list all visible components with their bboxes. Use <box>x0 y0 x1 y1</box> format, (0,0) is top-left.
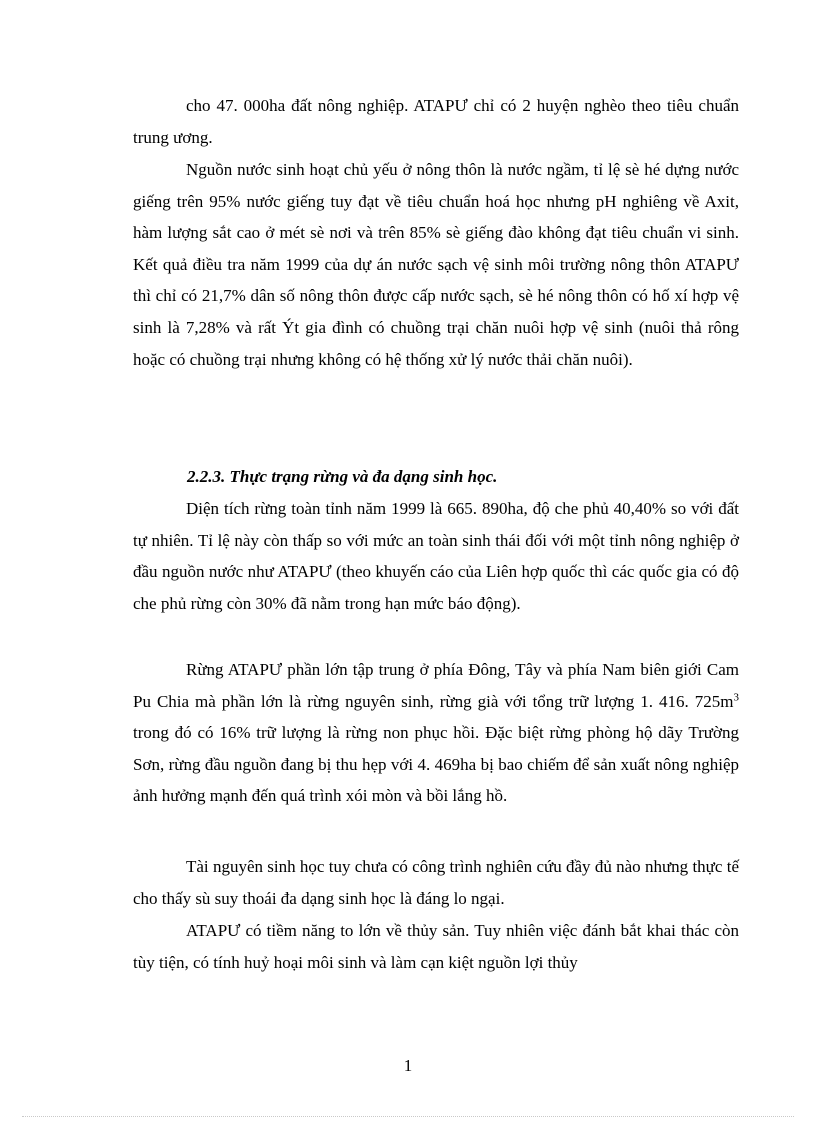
paragraph-biodiversity <box>133 851 739 914</box>
paragraph-continuation <box>133 90 739 153</box>
paragraph-text: Diện tích rừng toàn tỉnh năm 1999 là 665. 890ha, độ che phủ 40,40% so với đất tự nhiên. Tỉ lệ này còn thấp so với mức an toàn sinh thái đối với một tỉnh nông nghiệp ở đầu nguồn nước như ATAPƯ (theo khuyến cáo của Liên hợp quốc thì các quốc gia có độ che phủ rừng còn 30% đã nằm trong hạn mức báo động). <box>133 499 739 613</box>
paragraph-text: ATAPƯ có tiềm năng to lớn về thủy sản. Tuy nhiên việc đánh bắt khai thác còn tùy tiện, có tính huỷ hoại môi sinh và làm cạn kiệt nguồn lợi thủy <box>133 921 739 972</box>
paragraph-water-supply <box>133 154 739 375</box>
paragraph-text: cho 47. 000ha đất nông nghiệp. ATAPƯ chỉ có 2 huyện nghèo theo tiêu chuẩn trung ương. <box>133 96 739 147</box>
paragraph-text: Tài nguyên sinh học tuy chưa có công trình nghiên cứu đầy đủ nào nhưng thực tế cho thấy sù suy thoái đa dạng sinh học là đáng lo ngại. <box>133 857 739 908</box>
paragraph-text-part: Rừng ATAPƯ phần lớn tập trung ở phía Đông, Tây và phía Nam biên giới Cam Pu Chia mà phần lớn là rừng nguyên sinh, rừng già với tổng trữ lượng 1. 416. 725m <box>133 660 739 711</box>
paragraph-text-part: trong đó có 16% trữ lượng là rừng non phục hồi. Đặc biệt rừng phòng hộ dãy Trường Sơn, rừng đầu nguồn đang bị thu hẹp với 4. 469ha bị bao chiếm để sản xuất nông nghiệp ảnh hưởng mạnh đến quá trình xói mòn và bồi lắng hồ. <box>133 723 739 806</box>
paragraph-forest-area <box>133 493 739 619</box>
page-number: 1 <box>403 1056 413 1075</box>
paragraph-fisheries <box>133 915 739 978</box>
superscript: 3 <box>733 690 739 703</box>
section-heading: 2.2.3. Thực trạng rừng và đa dạng sinh học. <box>187 467 498 486</box>
paragraph-forest-distribution <box>133 654 739 812</box>
paragraph-text <box>133 654 739 812</box>
page-bottom-divider <box>22 1116 794 1117</box>
paragraph-text: Nguồn nước sinh hoạt chủ yếu ở nông thôn là nước ngầm, tỉ lệ sè hé dựng nước giếng trên 95% nước giếng tuy đạt về tiêu chuẩn hoá học nhưng pH nghiêng về Axit, hàm lượng sắt cao ở mét sè nơi và trên 85% sè giếng đào không đạt tiêu chuẩn vi sinh. Kết quả điều tra năm 1999 của dự án nước sạch vệ sinh môi trường nông thôn ATAPƯ thì chỉ có 21,7% dân số nông thôn được cấp nước sạch, sè hé nông thôn có hố xí hợp vệ sinh là 7,28% và rất Ýt gia đình có chuồng trại chăn nuôi hợp vệ sinh (nuôi thả rông hoặc có chuồng trại nhưng không có hệ thống xử lý nước thải chăn nuôi). <box>133 160 739 369</box>
